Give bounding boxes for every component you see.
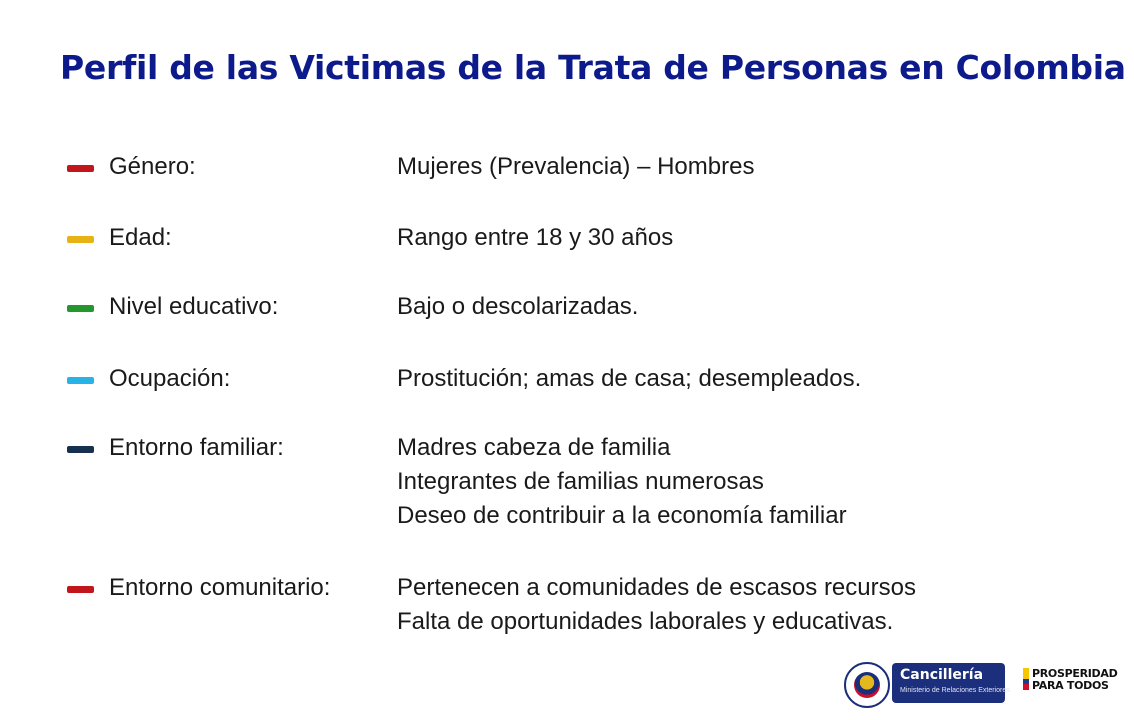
row-values [397,571,916,639]
row-label: Ocupación: [109,365,231,392]
bullet-marker [67,377,94,384]
bullet-marker [67,586,94,593]
cancilleria-subtitle: Ministerio de Relaciones Exteriores [900,687,1010,694]
bullet-marker [67,165,94,172]
cancilleria-logo [892,663,1010,703]
row-value-line: Rango entre 18 y 30 años [397,224,674,251]
row-value-line: Integrantes de familias numerosas [397,468,764,495]
row-value-line: Deseo de contribuir a la economía familiar [397,502,847,529]
republic-seal-icon [844,662,890,708]
row-value-line: Falta de oportunidades laborales y educativas. [397,608,894,635]
row-value-line: Prostitución; amas de casa; desempleados. [397,365,862,392]
row-label: Entorno comunitario: [109,574,331,601]
row-values [397,221,673,255]
row-value-line: Pertenecen a comunidades de escasos recursos [397,574,916,601]
row-value-line: Mujeres (Prevalencia) – Hombres [397,153,755,180]
prosperidad-line2: PARA TODOS [1032,679,1109,692]
colombia-flag-icon [1023,668,1029,690]
row-label: Nivel educativo: [109,293,279,320]
row-label: Entorno familiar: [109,434,284,461]
prosperidad-line1: PROSPERIDAD [1032,667,1118,680]
row-label: Género: [109,153,196,180]
row-value-line: Madres cabeza de familia [397,434,671,461]
row-label: Edad: [109,224,172,251]
bullet-marker [67,305,94,312]
row-value-line: Bajo o descolarizadas. [397,293,639,320]
row-values [397,150,754,184]
bullet-marker [67,236,94,243]
row-values [397,290,638,324]
row-values [397,362,861,396]
row-values [397,431,847,533]
cancilleria-title: Cancillería [900,667,984,683]
bullet-marker [67,446,94,453]
footer-logos [840,660,1130,710]
page-title: Perfil de las Victimas de la Trata de Personas en Colombia [60,48,1126,87]
